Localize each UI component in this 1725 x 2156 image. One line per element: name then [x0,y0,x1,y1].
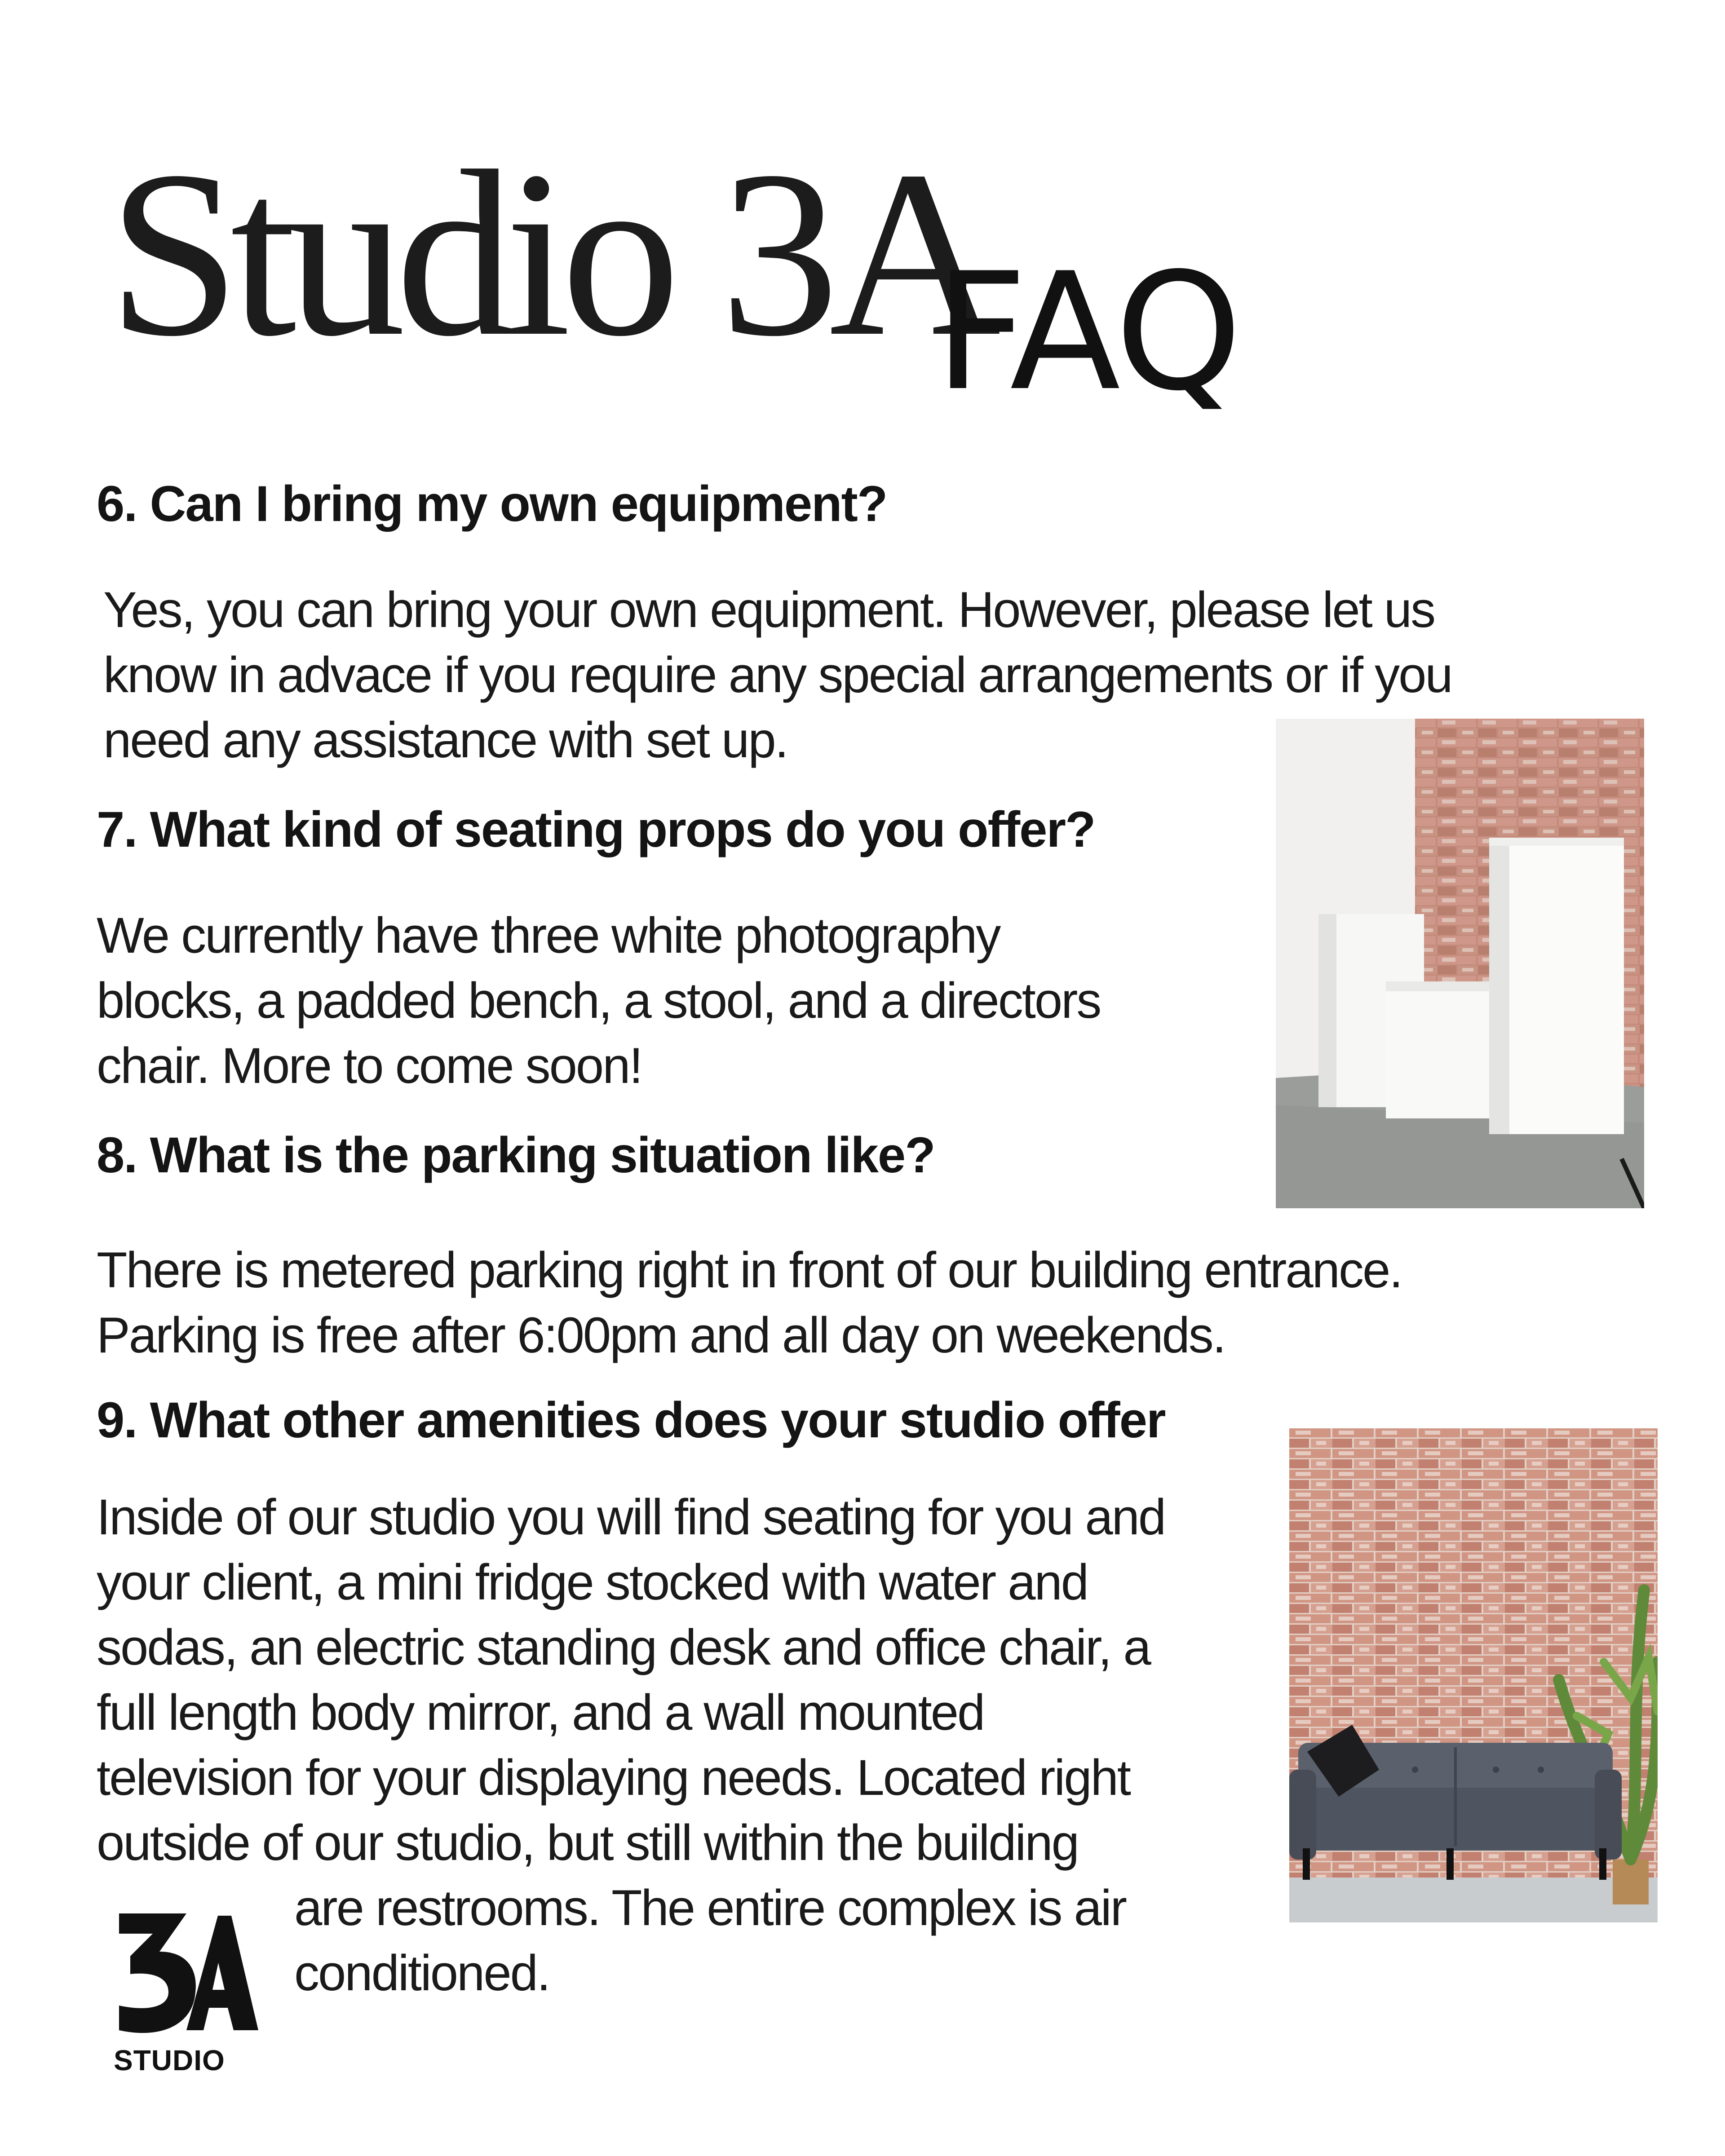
faq-question-9: 9. What other amenities does your studio offer [97,1392,1165,1448]
answer-line: blocks, a padded bench, a stool, and a directors [97,972,1101,1029]
answer-line: television for your displaying needs. Located right [97,1750,1130,1806]
answer-line: full length body mirror, and a wall mounted [97,1684,984,1741]
answer-line: Yes, you can bring your own equipment. However, please let us [103,582,1435,638]
gray-couch-brick-wall-photo [1289,1428,1658,1922]
faq-question-6: 6. Can I bring my own equipment? [97,476,887,532]
faq-question-7: 7. What kind of seating props do you offer? [97,801,1095,857]
faq-question-8: 8. What is the parking situation like? [97,1127,935,1183]
answer-line: We currently have three white photography [97,907,1000,963]
faq-answer-7 [97,903,1100,1098]
answer-line: conditioned. [294,1945,550,2001]
studio-brand-title: Studio 3A [108,122,991,385]
faq-answer-6 [103,577,1452,773]
answer-line: sodas, an electric standing desk and office chair, a [97,1619,1150,1675]
answer-line: know in advace if you require any special arrangements or if you [103,647,1452,703]
gray-couch-brick-wall-icon [1289,1428,1658,1922]
logo-wordmark: STUDIO [114,2044,225,2076]
faq-answer-8 [97,1237,1402,1368]
faq-heading: FAQ [934,238,1240,426]
white-photography-blocks-photo [1276,719,1644,1208]
answer-line: your client, a mini fridge stocked with water and [97,1554,1088,1610]
faq-answer-9 [97,1484,1165,1875]
answer-line: Inside of our studio you will find seating for you and [97,1489,1165,1545]
studio-3a-logo [110,1895,263,2075]
answer-line: There is metered parking right in front of our building entrance. [97,1242,1402,1298]
answer-line: need any assistance with set up. [103,712,787,768]
white-photography-blocks-icon [1276,719,1644,1208]
faq-answer-9-continued [294,1875,1126,2006]
answer-line: outside of our studio, but still within the building [97,1815,1078,1871]
answer-line: chair. More to come soon! [97,1038,642,1094]
answer-line: are restrooms. The entire complex is air [294,1880,1126,1936]
answer-line: Parking is free after 6:00pm and all day on weekends. [97,1307,1225,1363]
